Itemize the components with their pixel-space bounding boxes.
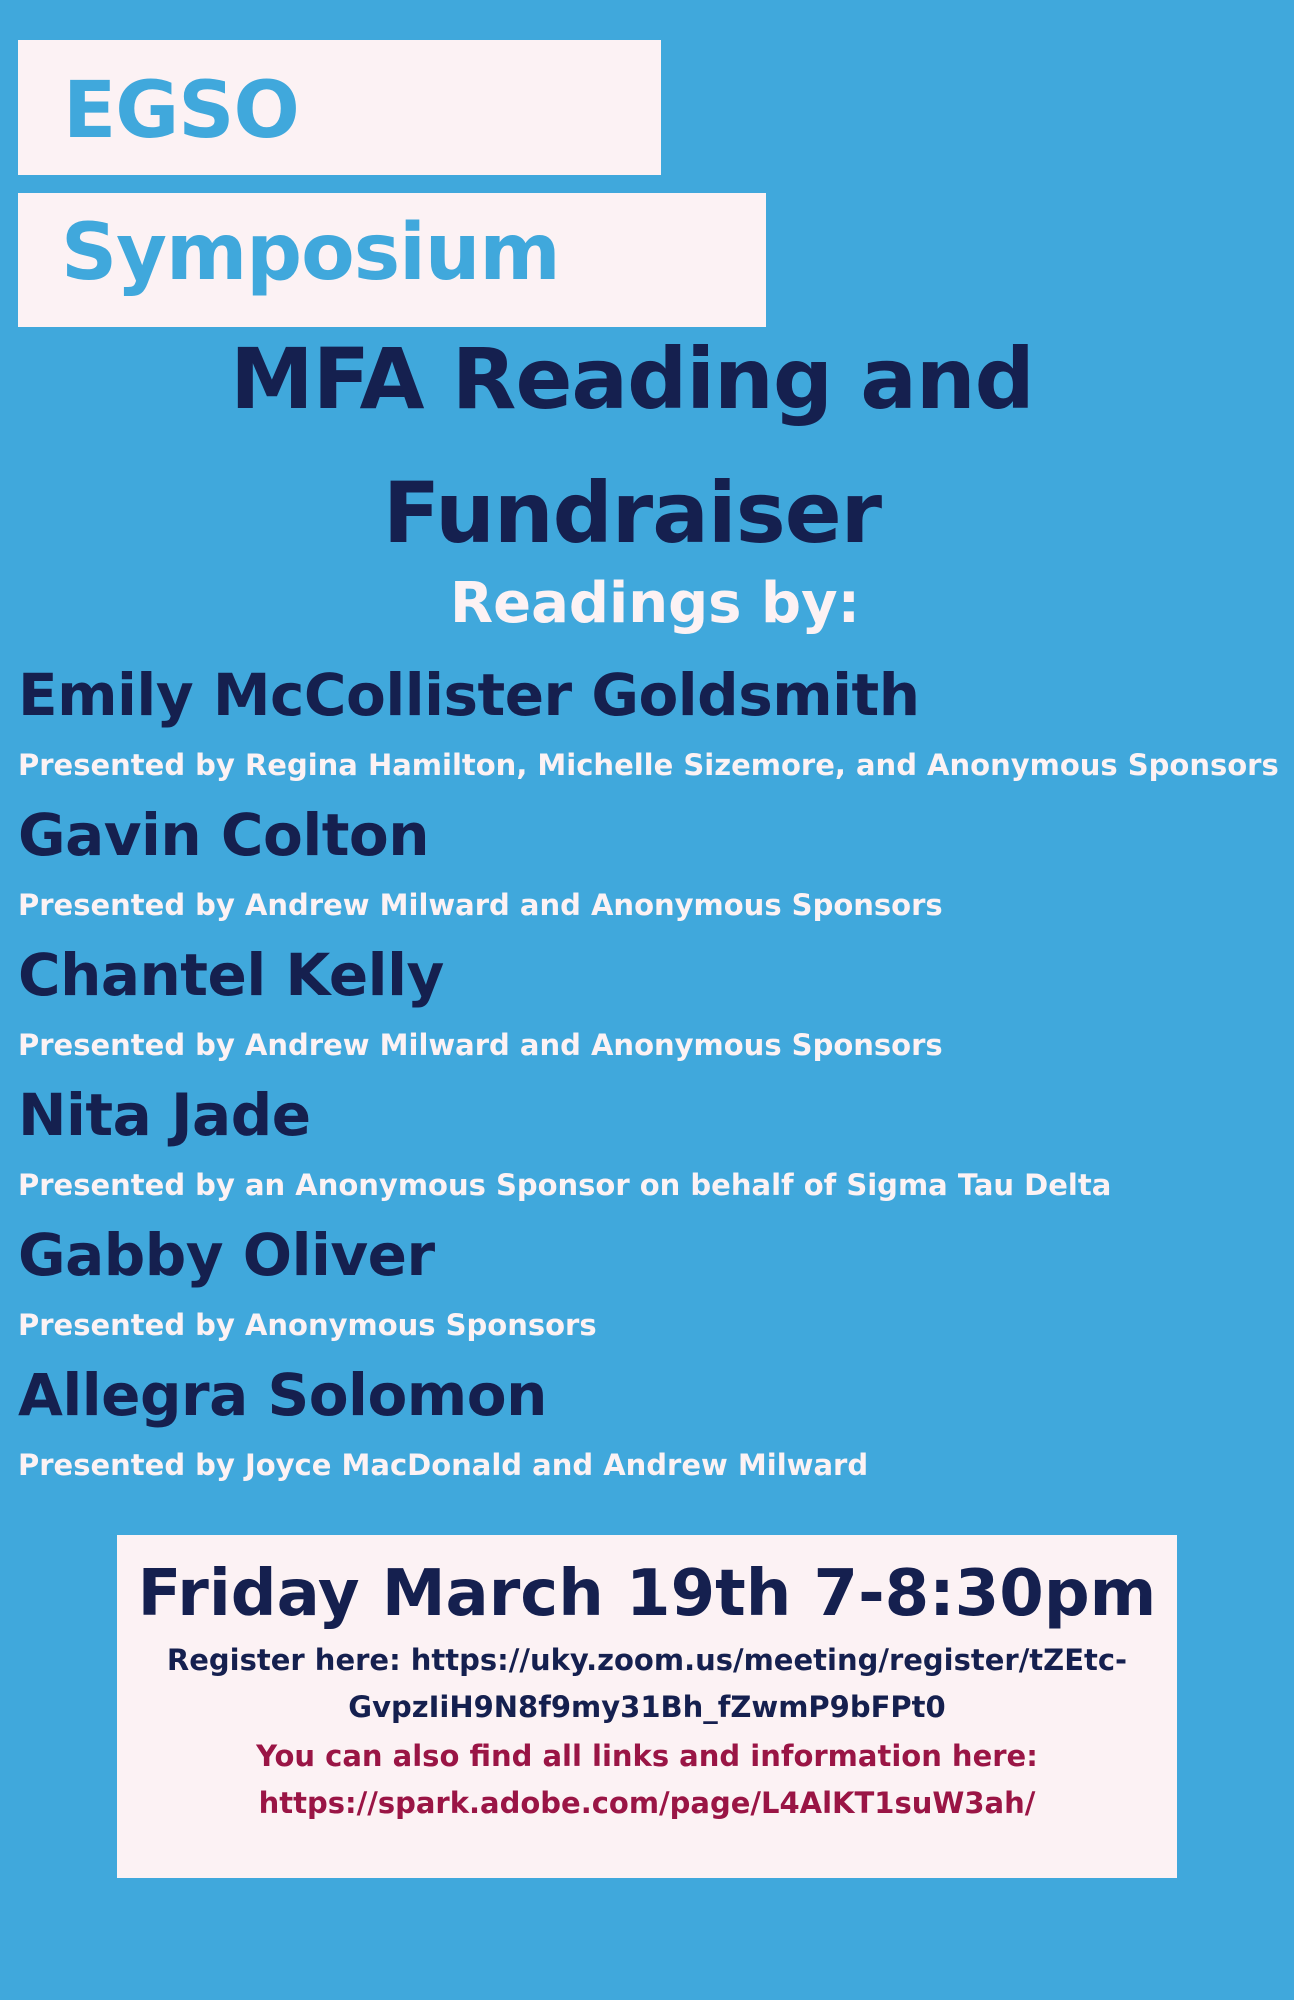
- egso-tag-box: [18, 40, 661, 175]
- reader-name: Emily McCollister Goldsmith: [18, 661, 920, 729]
- register-link-line-1[interactable]: Register here: https://uky.zoom.us/meeting/register/tZEtc-: [166, 1643, 1128, 1677]
- register-link-line-2[interactable]: GvpzIiH9N8f9my31Bh_fZwmP9bFPt0: [348, 1690, 946, 1724]
- reader-name: Nita Jade: [18, 1081, 311, 1149]
- symposium-tag-box: [18, 193, 766, 327]
- event-title-line-1: MFA Reading and: [230, 330, 1034, 428]
- reader-name: Gabby Oliver: [18, 1221, 435, 1289]
- reader-name: Chantel Kelly: [18, 941, 444, 1009]
- info-link[interactable]: https://spark.adobe.com/page/L4AlKT1suW3ah/: [258, 1786, 1036, 1820]
- event-title-line-2: Fundraiser: [382, 464, 882, 562]
- reader-presenter: Presented by an Anonymous Sponsor on behalf of Sigma Tau Delta: [18, 1168, 1112, 1202]
- reader-name: Allegra Solomon: [18, 1361, 547, 1429]
- event-date-time: Friday March 19th 7-8:30pm: [137, 1557, 1157, 1631]
- info-link-caption: You can also find all links and information here:: [256, 1739, 1038, 1773]
- readings-by-heading: Readings by:: [450, 571, 860, 636]
- reader-presenter: Presented by Anonymous Sponsors: [18, 1308, 597, 1342]
- reader-presenter: Presented by Andrew Milward and Anonymous Sponsors: [18, 1028, 943, 1062]
- event-info-box: [117, 1535, 1177, 1878]
- symposium-label: Symposium: [61, 208, 560, 298]
- reader-list: [18, 656, 1288, 1496]
- reader-name: Gavin Colton: [18, 801, 430, 869]
- reader-presenter: Presented by Andrew Milward and Anonymous Sponsors: [18, 888, 943, 922]
- egso-label: EGSO: [63, 66, 299, 156]
- reader-presenter: Presented by Regina Hamilton, Michelle Sizemore, and Anonymous Sponsors: [18, 748, 1279, 782]
- reader-presenter: Presented by Joyce MacDonald and Andrew Milward: [18, 1448, 869, 1482]
